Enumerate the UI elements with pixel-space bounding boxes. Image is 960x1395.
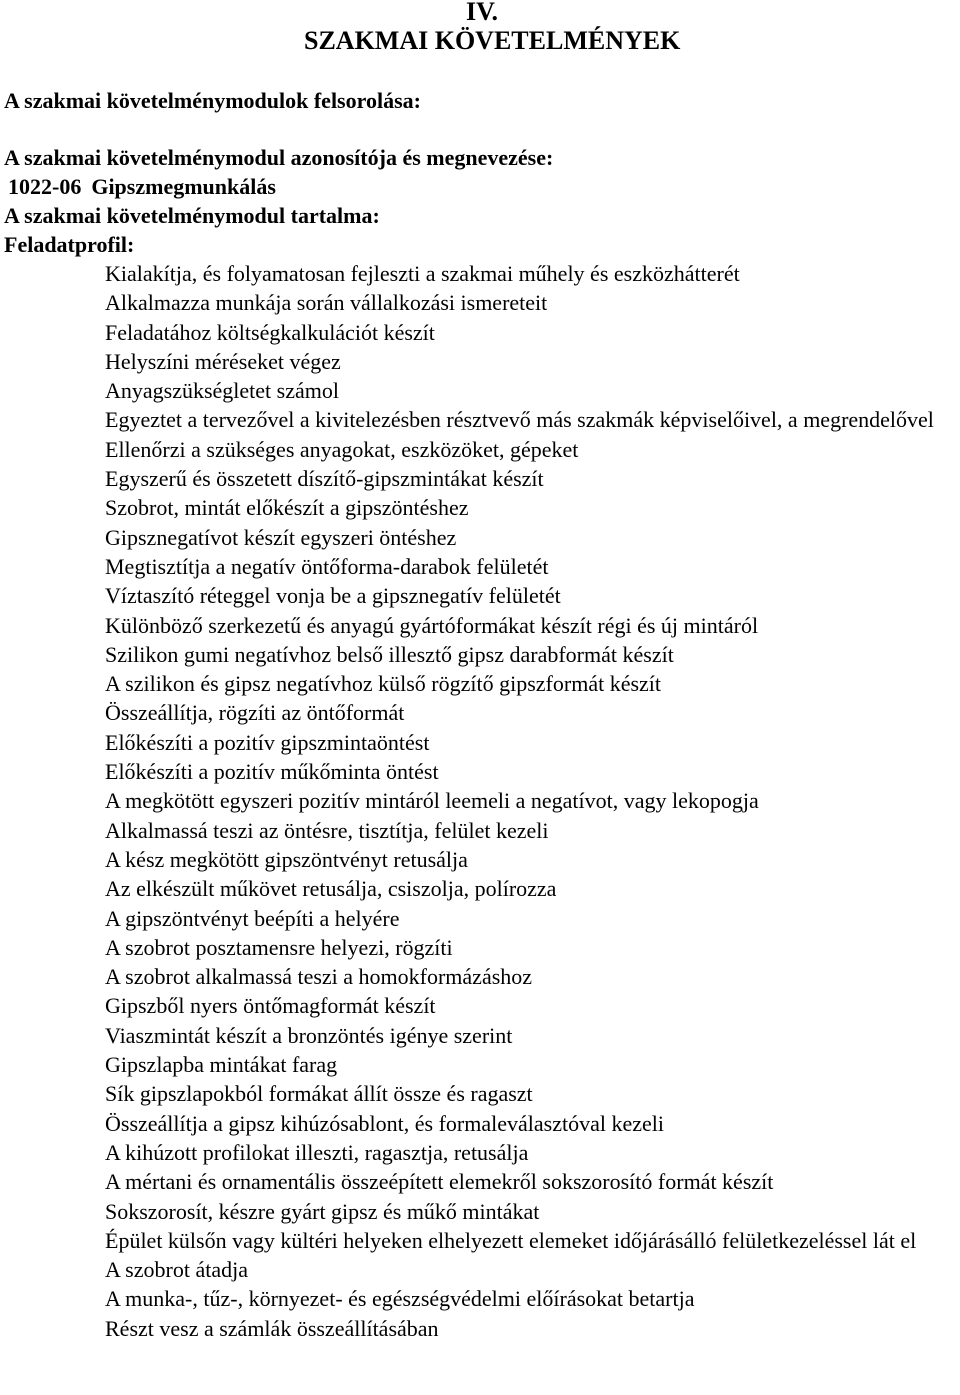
task-item: A gipszöntvényt beépíti a helyére [105,905,400,931]
task-item: Feladatához költségkalkulációt készít [105,319,435,345]
task-item: Előkészíti a pozitív műkőminta öntést [105,759,439,785]
task-item: Gipszlapba mintákat farag [105,1052,338,1078]
task-item: Gipsznegatívot készít egyszeri öntéshez [105,524,457,550]
task-item: A kész megkötött gipszöntvényt retusálja [105,846,468,872]
task-item: A szobrot alkalmassá teszi a homokformázáshoz [105,964,533,990]
chapter-title: SZAKMAI KÖVETELMÉNYEK [304,26,681,55]
task-list [105,259,956,1343]
task-item: Sík gipszlapokból formákat állít össze és ragaszt [105,1081,533,1107]
task-item: Részt vesz a számlák összeállításában [105,1315,439,1341]
task-item: Egyszerű és összetett díszítő-gipszmintákat készít [105,466,544,492]
task-item: Megtisztítja a negatív öntőforma-darabok felületét [105,553,549,579]
task-item: Gipszből nyers öntőmagformát készít [105,993,436,1019]
task-item: Alkalmazza munkája során vállalkozási ismereteit [105,290,548,316]
module-id-heading: A szakmai követelménymodul azonosítója és megnevezése: [4,145,554,170]
task-item: Egyeztet a tervezővel a kivitelezésben résztvevő más szakmák képviselőivel, a megrendelővel [105,407,934,433]
task-item: Összeállítja, rögzíti az öntőformát [105,700,405,726]
task-item: Szilikon gumi negatívhoz belső illesztő gipsz darabformát készít [105,641,674,667]
task-item: Összeállítja a gipsz kihúzósablont, és formaleválasztóval kezeli [105,1110,664,1136]
task-item: A szilikon és gipsz negatívhoz külső rögzítő gipszformát készít [105,671,662,697]
task-item: Sokszorosít, készre gyárt gipsz és műkő mintákat [105,1198,540,1224]
task-item: A munka-, tűz-, környezet- és egészségvédelmi előírásokat betartja [105,1286,695,1312]
task-item: Épület külsőn vagy kültéri helyeken elhelyezett elemeket időjárásálló felületkezeléssel lát el [105,1227,917,1253]
task-item: Kialakítja, és folyamatosan fejleszti a szakmai műhely és eszközhátterét [105,261,740,286]
task-item: Előkészíti a pozitív gipszmintaöntést [105,729,430,755]
module-identifier [8,172,276,201]
task-item: Helyszíni méréseket végez [105,348,341,374]
task-item: Víztaszító réteggel vonja be a gipsznegatív felületét [105,583,561,609]
task-item: A kihúzott profilokat illeszti, ragasztja, retusálja [105,1139,529,1165]
modules-list-heading: A szakmai követelménymodulok felsorolása: [4,88,421,113]
task-item: Szobrot, mintát előkészít a gipszöntéshez [105,495,469,521]
module-content-heading: A szakmai követelménymodul tartalma: [4,203,380,228]
task-item: A mértani és ornamentális összeépített elemekről sokszorosító formát készít [105,1169,774,1195]
task-item: Anyagszükségletet számol [105,378,339,404]
task-item: Ellenőrzi a szükséges anyagokat, eszközöket, gépeket [105,436,579,462]
task-item: Viaszmintát készít a bronzöntés igénye szerint [105,1022,513,1048]
module-code: 1022-06 [8,174,82,199]
module-name: Gipszmegmunkálás [91,174,276,199]
task-item: A megkötött egyszeri pozitív mintáról leemeli a negatívot, vagy lekopogja [105,788,759,814]
task-profile-heading: Feladatprofil: [4,232,135,257]
task-item: A szobrot posztamensre helyezi, rögzíti [105,934,453,960]
task-item: Különböző szerkezetű és anyagú gyártóformákat készít régi és új mintáról [105,612,759,638]
chapter-number: IV. [466,0,499,26]
task-item: Az elkészült műkövet retusálja, csiszolja, polírozza [105,876,557,902]
task-item: A szobrot átadja [105,1257,248,1283]
task-item: Alkalmassá teszi az öntésre, tisztítja, felület kezeli [105,817,549,843]
